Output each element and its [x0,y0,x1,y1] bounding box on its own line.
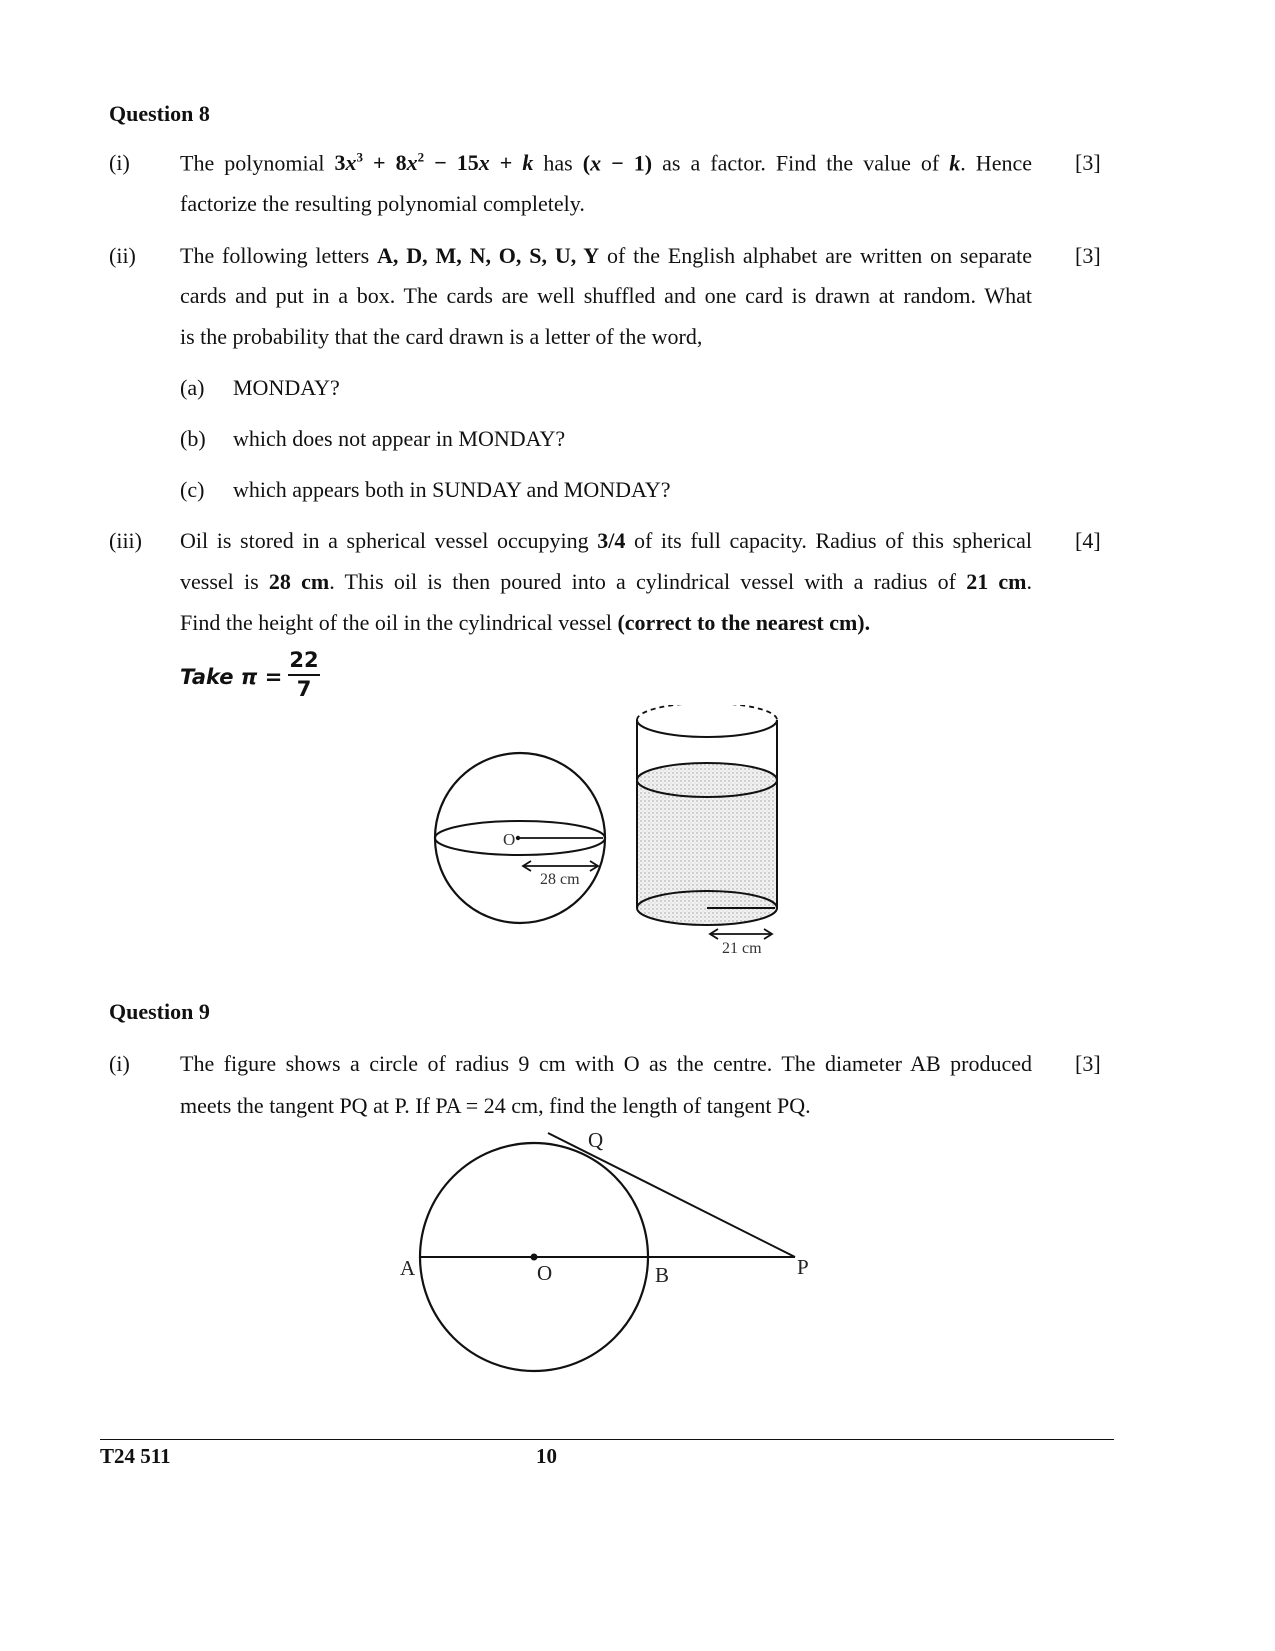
take-pi-label: Take π = [180,665,283,689]
q9-i-line1: The figure shows a circle of radius 9 cm with O as the centre. The diameter AB produced [180,1051,1032,1076]
q9-i-line2: meets the tangent PQ at P. If PA = 24 cm, find the length of tangent PQ. [180,1093,811,1118]
footer-paper-code: T24 511 [100,1444,171,1468]
q8-i-marks: [3] [1075,150,1101,175]
cylinder-radius-label: 21 cm [722,940,762,957]
q8-iii-line1: Oil is stored in a spherical vessel occupying 3/4 of its full capacity. Radius of this spherical [180,528,1032,553]
q8-iii-line2: vessel is 28 cm. This oil is then poured into a cylindrical vessel with a radius of 21 cm. [180,569,1032,594]
q8-ii-sub-b-label: (b) [180,426,206,451]
q8-ii-line2: cards and put in a box. The cards are well shuffled and one card is drawn at random. What [180,283,1032,308]
label-p: P [797,1255,809,1279]
circle-tangent-figure [390,1125,830,1380]
label-a: A [400,1256,416,1280]
q8-i-line1: The polynomial $3x^3 + 8x^2 - 15x + k$ has (x − 1) as a factor. Find the value of k. Hence [180,150,1032,176]
label-q: Q [588,1128,604,1152]
q8-part-iii-label: (iii) [109,528,142,553]
q8-ii-marks: [3] [1075,243,1101,268]
label-o: O [537,1261,553,1285]
q9-part-i-label: (i) [109,1051,130,1076]
footer-page-number: 10 [536,1444,557,1468]
oil-surface [637,763,777,797]
cylinder-top-front [637,720,777,737]
q8-iii-line3: Find the height of the oil in the cylindrical vessel (correct to the nearest cm). [180,610,871,635]
sphere-radius-label: 28 cm [540,871,580,888]
q8-ii-sub-c-text: which appears both in SUNDAY and MONDAY? [233,477,671,502]
q9-i-marks: [3] [1075,1051,1101,1076]
q8-part-i-label: (i) [109,150,130,175]
q8-iii-marks: [4] [1075,528,1101,553]
tangent-line-pq [548,1133,795,1257]
q8-ii-sub-a-label: (a) [180,375,205,400]
pi-denominator: 7 [296,677,312,701]
question-8-heading: Question 8 [109,101,210,126]
q8-ii-sub-a-text: MONDAY? [233,375,340,400]
sphere-center-label: O [503,830,516,849]
q8-ii-sub-b-text: which does not appear in MONDAY? [233,426,566,451]
sphere-center-dot [516,836,520,840]
footer-rule [100,1439,1114,1440]
q8-i-line2: factorize the resulting polynomial completely. [180,191,585,216]
centre-point [531,1254,538,1261]
q8-ii-line3: is the probability that the card drawn is a letter of the word, [180,324,703,349]
label-b: B [655,1263,670,1287]
q8-ii-sub-c-label: (c) [180,477,205,502]
fraction-bar [288,674,320,676]
question-9-heading: Question 9 [109,999,210,1024]
pi-numerator: 22 [289,648,319,672]
q8-part-ii-label: (ii) [109,243,136,268]
pi-fraction [286,647,322,701]
q8-ii-line1: The following letters A, D, M, N, O, S, U, Y of the English alphabet are written on separate [180,243,1032,268]
sphere-cylinder-figure [420,705,800,965]
cylinder-top-back [637,705,777,720]
